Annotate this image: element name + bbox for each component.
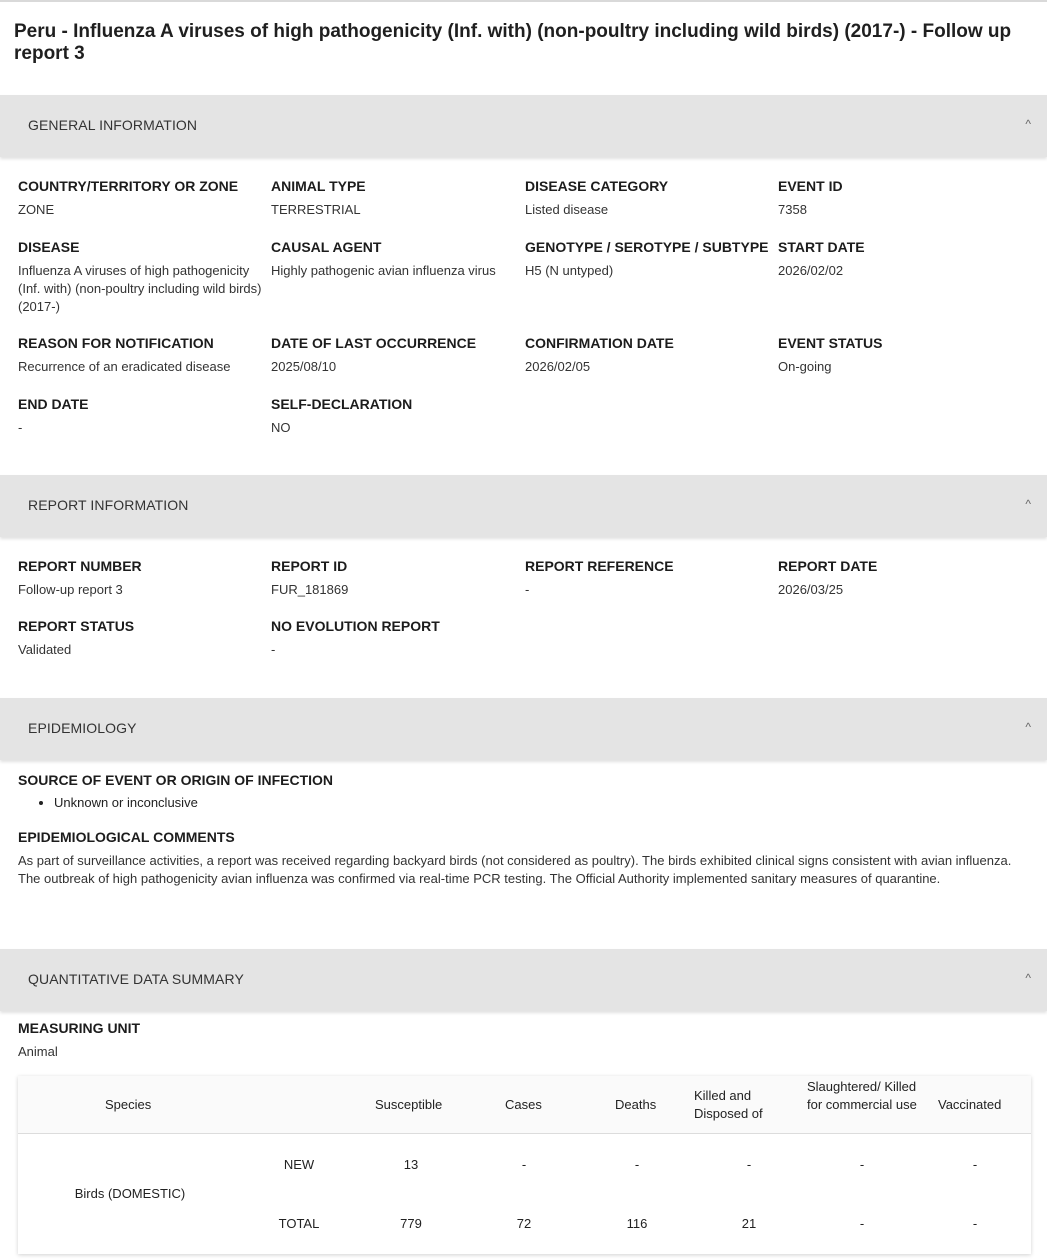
row-label-total: TOTAL xyxy=(278,1216,320,1231)
section-title-epidemiology: EPIDEMIOLOGY xyxy=(28,720,137,736)
field-disease xyxy=(18,238,270,316)
field-end-date xyxy=(18,395,268,437)
field-genotype xyxy=(525,238,775,280)
field-label: REPORT NUMBER xyxy=(18,558,142,574)
field-label: END DATE xyxy=(18,396,89,412)
section-title-report: REPORT INFORMATION xyxy=(28,497,189,513)
header-slaughtered: Slaughtered/ Killed for commercial use xyxy=(807,1079,917,1112)
section-header-quantitative[interactable] xyxy=(0,949,1047,1011)
field-label: REPORT STATUS xyxy=(18,618,135,634)
header-species: Species xyxy=(105,1097,152,1112)
section-title-general: GENERAL INFORMATION xyxy=(28,117,198,133)
field-label: EVENT ID xyxy=(778,178,843,194)
source-label: SOURCE OF EVENT OR ORIGIN OF INFECTION xyxy=(18,772,334,788)
field-value: 2026/02/05 xyxy=(525,359,591,374)
field-label: COUNTRY/TERRITORY OR ZONE xyxy=(18,178,239,194)
header-susceptible: Susceptible xyxy=(375,1097,443,1112)
field-value: H5 (N untyped) xyxy=(525,263,614,278)
comments-label: EPIDEMIOLOGICAL COMMENTS xyxy=(18,829,235,845)
section-title-quantitative: QUANTITATIVE DATA SUMMARY xyxy=(28,971,244,987)
cell-total-vaccinated: - xyxy=(972,1216,978,1231)
field-value: - xyxy=(271,642,276,657)
cell-total-killed: 21 xyxy=(741,1216,757,1231)
field-label: START DATE xyxy=(778,239,865,255)
field-event-id xyxy=(778,177,1028,219)
cell-new-vaccinated: - xyxy=(972,1157,978,1172)
field-label: NO EVOLUTION REPORT xyxy=(271,618,440,634)
field-report-id xyxy=(271,557,521,599)
field-label: ANIMAL TYPE xyxy=(271,178,366,194)
field-no-evolution xyxy=(271,617,521,659)
quantitative-table xyxy=(18,1076,1031,1254)
field-label: REASON FOR NOTIFICATION xyxy=(18,335,214,351)
field-label: DISEASE CATEGORY xyxy=(525,178,669,194)
epidemiological-comments xyxy=(18,828,1018,888)
chevron-up-icon[interactable]: ^ xyxy=(1025,117,1031,131)
field-value: 7358 xyxy=(778,202,807,217)
header-deaths: Deaths xyxy=(615,1097,657,1112)
field-country xyxy=(18,177,268,219)
field-label: SELF-DECLARATION xyxy=(271,396,413,412)
table-header xyxy=(18,1076,1031,1134)
list-item: • Unknown or inconclusive xyxy=(54,795,1018,810)
section-header-general[interactable] xyxy=(0,95,1047,157)
field-report-reference xyxy=(525,557,775,599)
field-label: CAUSAL AGENT xyxy=(271,239,382,255)
field-start-date xyxy=(778,238,1028,280)
field-value: - xyxy=(525,582,530,597)
field-causal-agent xyxy=(271,238,521,280)
cell-total-cases: 72 xyxy=(516,1216,532,1231)
top-border xyxy=(0,0,1047,2)
field-report-status xyxy=(18,617,268,659)
row-label-new: NEW xyxy=(283,1157,315,1172)
page-title: Peru - Influenza A viruses of high pathogenicity (Inf. with) (non-poultry including wild birds) (2017-) - Follow up report 3 xyxy=(14,21,1012,64)
field-label: DISEASE xyxy=(18,239,80,255)
field-value: On-going xyxy=(778,359,832,374)
section-header-epidemiology[interactable] xyxy=(0,698,1047,760)
field-measuring-unit xyxy=(18,1019,268,1061)
field-value: Validated xyxy=(18,642,72,657)
field-value: 2026/03/25 xyxy=(778,582,844,597)
field-value: Highly pathogenic avian influenza virus xyxy=(271,263,496,278)
field-value: Recurrence of an eradicated disease xyxy=(18,359,231,374)
field-confirmation-date xyxy=(525,334,775,376)
field-value: Animal xyxy=(18,1044,58,1059)
field-value: TERRESTRIAL xyxy=(271,202,361,217)
species-cell: Birds (DOMESTIC) xyxy=(74,1186,186,1201)
field-reason xyxy=(18,334,268,376)
field-label: CONFIRMATION DATE xyxy=(525,335,674,351)
field-value: Influenza A viruses of high pathogenicity (Inf. with) (non-poultry including wild birds) (2017-) xyxy=(18,263,262,314)
field-report-number xyxy=(18,557,268,599)
chevron-up-icon[interactable]: ^ xyxy=(1025,720,1031,734)
cell-total-slaughtered: - xyxy=(859,1216,865,1231)
field-last-occurrence xyxy=(271,334,521,376)
cell-new-susceptible: 13 xyxy=(403,1157,419,1172)
field-animal-type xyxy=(271,177,521,219)
source-list xyxy=(54,795,1018,810)
field-value: - xyxy=(18,420,23,435)
field-value: Follow-up report 3 xyxy=(18,582,123,597)
cell-new-slaughtered: - xyxy=(859,1157,865,1172)
source-of-event xyxy=(18,771,1018,810)
field-label: EVENT STATUS xyxy=(778,335,883,351)
field-value: FUR_181869 xyxy=(271,582,349,597)
field-event-status xyxy=(778,334,1028,376)
cell-new-cases: - xyxy=(521,1157,527,1172)
chevron-up-icon[interactable]: ^ xyxy=(1025,971,1031,985)
section-header-report[interactable] xyxy=(0,475,1047,537)
cell-new-killed: - xyxy=(746,1157,752,1172)
field-label: REPORT DATE xyxy=(778,558,878,574)
chevron-up-icon[interactable]: ^ xyxy=(1025,497,1031,511)
header-cases: Cases xyxy=(505,1097,542,1112)
field-self-declaration xyxy=(271,395,521,437)
field-label: DATE OF LAST OCCURRENCE xyxy=(271,335,477,351)
field-report-date xyxy=(778,557,1028,599)
field-label: GENOTYPE / SEROTYPE / SUBTYPE xyxy=(525,239,769,255)
field-value: 2025/08/10 xyxy=(271,359,337,374)
field-value: NO xyxy=(271,420,291,435)
field-value: ZONE xyxy=(18,202,55,217)
field-label: MEASURING UNIT xyxy=(18,1020,141,1036)
header-vaccinated: Vaccinated xyxy=(938,1097,1002,1112)
comments-text: As part of surveillance activities, a report was received regarding backyard birds (not considered as poultry). The birds exhibited clinical signs consistent with avian influenza. The outbreak of high pathogenicity avian influenza was confirmed via real-time PCR testing. The Official Authority implemented sanitary measures of quarantine. xyxy=(18,853,1012,886)
field-disease-category xyxy=(525,177,775,219)
header-killed: Killed and Disposed of xyxy=(694,1088,763,1121)
field-value: Listed disease xyxy=(525,202,609,217)
cell-total-susceptible: 779 xyxy=(400,1216,422,1231)
field-value: 2026/02/02 xyxy=(778,263,844,278)
cell-total-deaths: 116 xyxy=(626,1216,648,1231)
field-label: REPORT REFERENCE xyxy=(525,558,674,574)
field-label: REPORT ID xyxy=(271,558,348,574)
cell-new-deaths: - xyxy=(634,1157,640,1172)
